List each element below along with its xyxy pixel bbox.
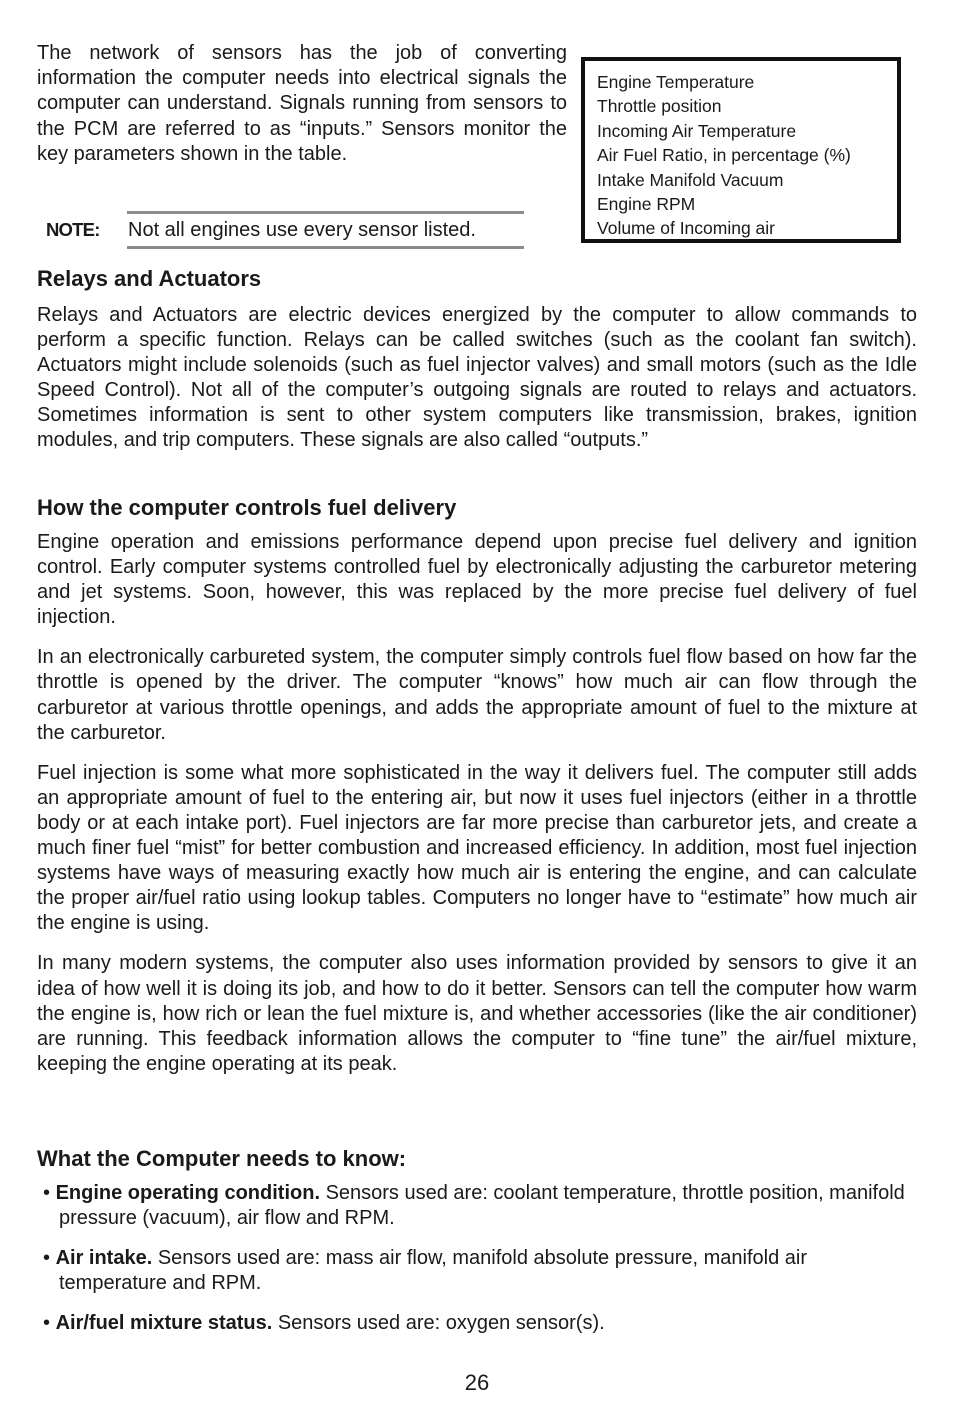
intro-paragraph: The network of sensors has the job of converting information the computer needs into electrical signals the computer can understand. Signals running from sensors to the PCM are referred to as “inputs.” Sensors monitor the key parameters shown in the table. [37, 42, 567, 165]
needs-section [37, 1146, 917, 1336]
relays-paragraph: Relays and Actuators are electric devices energized by the computer to allow commands to perform a specific function. Relays can be called switches (such as the coolant fan switch). Actuators might include solenoids (such as fuel injector valves) and small motors (such as the Idle Speed Control). Not all of the computer’s outgoing signals are routed to relays and actuators. Sometimes information is sent to other system computers like transmission, brakes, ignition modules, and trip computers. These signals are also called “outputs.” [37, 304, 917, 452]
fuel-heading: How the computer controls fuel delivery [37, 495, 457, 520]
fuel-paragraph: Fuel injection is some what more sophisticated in the way it delivers fuel. The computer still adds an appropriate amount of fuel to the entering air, but now it uses fuel injectors (either in a throttle body or at each intake port). Fuel injectors are far more precise than carburetor jets, and create a much finer fuel “mist” for better combustion and increased efficiency. In addition, most fuel injection systems have ways of measuring exactly how much air is entering the engine, and can calculate the proper air/fuel ratio using lookup tables. Computers no longer have to “estimate” how much air the engine is using. [37, 761, 917, 935]
note-label: NOTE: [46, 219, 100, 240]
fuel-paragraph: Engine operation and emissions performance depend upon precise fuel delivery and ignition control. Early computer systems controlled fuel by electronically adjusting the carburetor metering and jet systems. Soon, however, this was replaced by the more precise fuel delivery of fuel injection. [37, 531, 917, 629]
list-item: • Engine operating condition. Sensors used are: coolant temperature, throttle position, manifold pressure (vacuum), air flow and RPM. [43, 1182, 905, 1229]
sensor-parameter: Engine Temperature [597, 72, 755, 92]
list-item-term: Air intake. [55, 1247, 153, 1269]
sensor-parameter: Air Fuel Ratio, in percentage (%) [597, 145, 851, 166]
sensor-parameter: Intake Manifold Vacuum [597, 169, 784, 190]
list-item-term: Air/fuel mixture status. [55, 1312, 273, 1334]
sensor-parameter: Engine RPM [597, 194, 696, 215]
page-number: 26 [464, 1370, 490, 1395]
sensor-parameter: Incoming Air Temperature [597, 120, 797, 141]
fuel-section [37, 495, 917, 1077]
note-callout [46, 211, 524, 247]
sensor-parameter: Volume of Incoming air [597, 218, 776, 239]
sensor-parameter: Throttle position [597, 96, 722, 117]
relays-section [37, 266, 917, 454]
list-item-desc: Sensors used are: coolant temperature, throttle position, manifold pressure (vacuum), air flow and RPM. [59, 1182, 905, 1229]
list-item-desc: Sensors used are: oxygen sensor(s). [277, 1312, 605, 1334]
fuel-paragraph: In an electronically carbureted system, the computer simply controls fuel flow based on how far the throttle is opened by the driver. The computer “knows” how much air can flow through the carburetor at various throttle openings, and adds the appropriate amount of fuel to the mixture at the carburetor. [37, 646, 917, 744]
relays-heading: Relays and Actuators [37, 266, 262, 291]
list-item-desc: Sensors used are: mass air flow, manifold absolute pressure, manifold air temperature and RPM. [59, 1247, 808, 1294]
note-text: Not all engines use every sensor listed. [128, 219, 476, 241]
sensor-parameter-table [581, 57, 901, 243]
list-item: • Air/fuel mixture status. Sensors used are: oxygen sensor(s). [43, 1312, 605, 1334]
note-box [127, 211, 524, 249]
needs-heading: What the Computer needs to know: [37, 1146, 407, 1171]
list-item: • Air intake. Sensors used are: mass air flow, manifold absolute pressure, manifold air temperature and RPM. [43, 1247, 808, 1294]
list-item-term: Engine operating condition. [55, 1182, 320, 1204]
fuel-paragraph: In many modern systems, the computer also uses information provided by sensors to give it an idea of how well it is doing its job, and how to do it better. Sensors can tell the computer how warm the engine is, how rich or lean the fuel mixture is, and whether accessories (like the air conditioner) are running. This feedback information allows the computer to “fine tune” the air/fuel mixture, keeping the engine operating at its peak. [37, 952, 917, 1075]
